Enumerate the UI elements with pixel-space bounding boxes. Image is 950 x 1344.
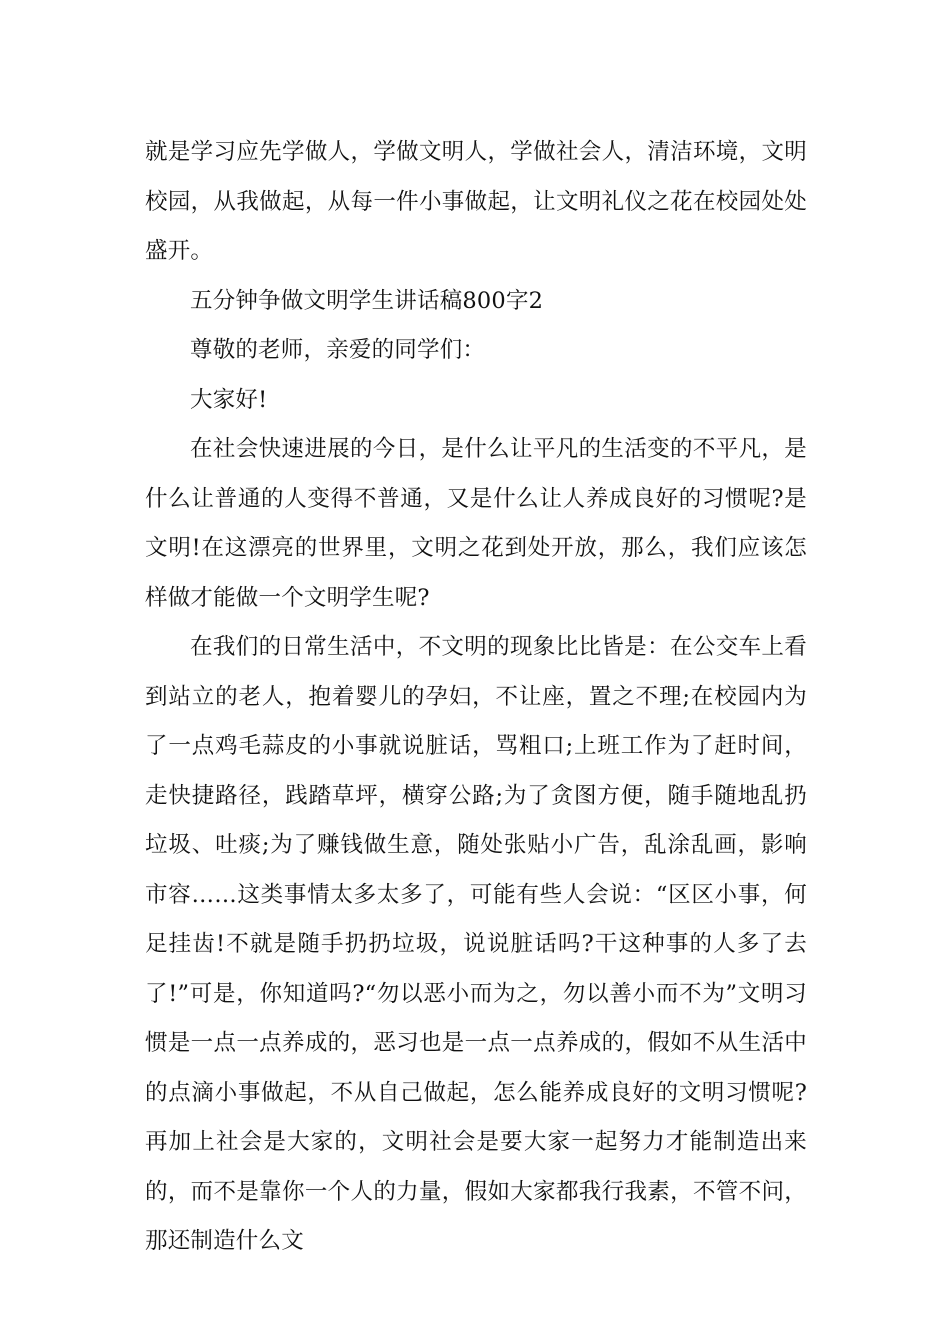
- document-body: [145, 128, 807, 1267]
- salutation: 尊敬的老师，亲爱的同学们：: [190, 337, 486, 363]
- section-title: 五分钟争做文明学生讲话稿800字2: [190, 287, 544, 314]
- paragraph-body: 在我们的日常生活中，不文明的现象比比皆是：在公交车上看到站立的老人，抱着婴儿的孕妇，不让座，置之不理;在校园内为了一点鸡毛蒜皮的小事就说脏话，骂粗口;上班工作为了赶时间，走快捷路径，践踏草坪，横穿公路;为了贪图方便，随手随地乱扔垃圾、吐痰;为了赚钱做生意，随处张贴小广告，乱涂乱画，影响市容……这类事情太多太多了，可能有些人会说：“区区小事，何足挂齿!不就是随手扔扔垃圾，说说脏话吗?干这种事的人多了去了!”可是，你知道吗?“勿以恶小而为之，勿以善小而不为”文明习惯是一点一点养成的，恶习也是一点一点养成的，假如不从生活中的点滴小事做起，不从自己做起，怎么能养成良好的文明习惯呢?再加上社会是大家的，文明社会是要大家一起努力才能制造出来的，而不是靠你一个人的力量，假如大家都我行我素，不管不问，那还制造什么文: [145, 634, 807, 1254]
- greeting: 大家好!: [190, 386, 268, 413]
- paragraph-continuation: 就是学习应先学做人，学做文明人，学做社会人，清洁环境，文明校园，从我做起，从每一件小事做起，让文明礼仪之花在校园处处盛开。: [145, 139, 807, 264]
- paragraph-intro: 在社会快速进展的今日，是什么让平凡的生活变的不平凡，是什么让普通的人变得不普通，又是什么让人养成良好的习惯呢?是文明!在这漂亮的世界里，文明之花到处开放，那么，我们应该怎样做才能做一个文明学生呢?: [145, 436, 807, 611]
